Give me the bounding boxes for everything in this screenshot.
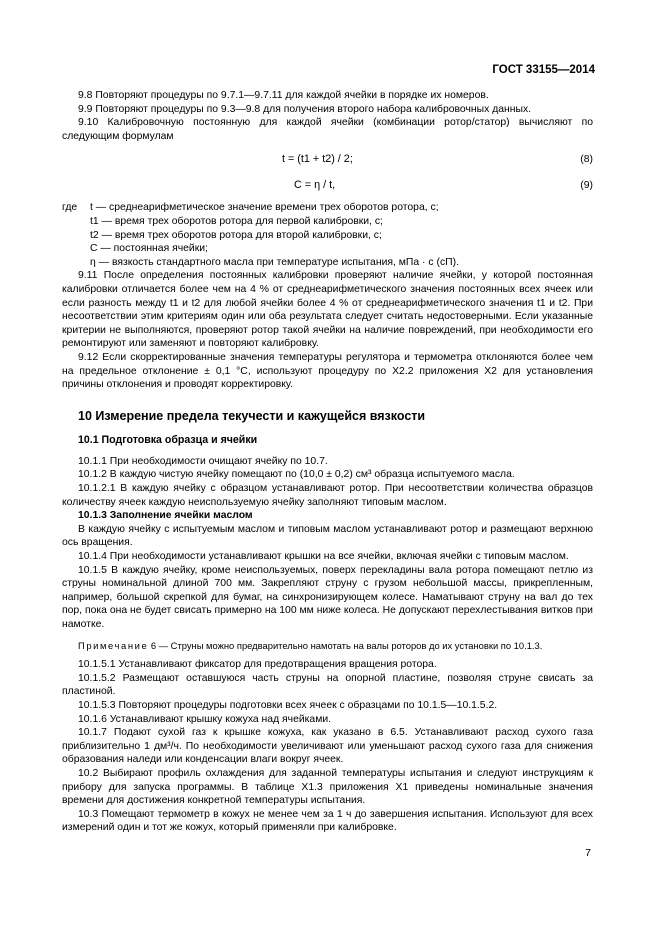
page-content [62, 89, 593, 835]
formula-8-number: (8) [580, 154, 593, 166]
paragraph-9-9: 9.9 Повторяют процедуры по 9.3—9.8 для получения второго набора калибровочных данных. [78, 103, 532, 115]
formula-8 [62, 149, 593, 171]
note-6 [62, 639, 593, 653]
paragraph-9-11: 9.11 После определения постоянных калибровки проверяют наличие ячейки, у которой постоянная калибровки отличается более чем на 4 % от среднеарифметического значения постоянных всех ячеек или если разность между t1 и t2 для любой ячейки более 4 % от среднеарифметического значения t1 и t2. При несоответствии этим критериям один или оба результата следует считать недостоверными. Если указанные критерии не выполняются, проверяют ротор такой ячейки на наличие повреждений, при необходимости его ремонтируют или заменяют и повторяют калибровку. [62, 270, 593, 350]
legend-lead: где [62, 202, 78, 214]
paragraph-9-12: 9.12 Если скорректированные значения температуры регулятора и термометра отклоняются более чем на предельное отклонение ± 0,1 °С, используют процедуру по Х2.2 приложения Х2 для установления причины отклонения и проводят корректировку. [62, 351, 593, 391]
paragraph-9-8: 9.8 Повторяют процедуры по 9.7.1—9.7.11 для каждой ячейки в порядке их номеров. [78, 90, 489, 101]
note-text: 6 — Струны можно предварительно намотать на валы роторов до их установки по 10.1.3. [148, 639, 543, 651]
legend-t1: t1 — время трех оборотов ротора для первой калибровки, с; [90, 215, 383, 227]
paragraph-10-3: 10.3 Помещают термометр в кожух не менее чем за 1 ч до завершения испытания. Используют для всех измерений один и тот же кожух, который применяли при калибровке. [62, 808, 593, 834]
paragraph-10-1-1: 10.1.1 При необходимости очищают ячейку по 10.7. [78, 455, 328, 467]
legend-c: C — постоянная ячейки; [90, 243, 208, 255]
paragraph-10-1-3: В каждую ячейку с испытуемым маслом и типовым маслом устанавливают ротор и размещают верхнюю ось вращения. [62, 523, 593, 549]
legend-eta: η — вязкость стандартного масла при температуре испытания, мПа · с (сП). [90, 256, 459, 268]
formula-9-number: (9) [580, 180, 593, 192]
formula-9 [62, 175, 593, 197]
section-10-1-title: 10.1 Подготовка образца и ячейки [78, 434, 258, 447]
paragraph-10-2: 10.2 Выбирают профиль охлаждения для заданной температуры испытания и следуют инструкциям к прибору для запуска программы. В таблице Х1.3 приложения Х1 приведены номинальные значения времени для достижения конкретной температуры испытания. [62, 767, 593, 807]
formula-9-expression: C = η / t, [294, 179, 336, 192]
paragraph-10-1-2: 10.1.2 В каждую чистую ячейку помещают по (10,0 ± 0,2) см³ образца испытуемого масла. [78, 469, 515, 481]
legend-row-t [62, 201, 593, 215]
paragraph-10-1-5: 10.1.5 В каждую ячейку, кроме неиспользуемых, поверх перекладины вала ротора помещают петлю из струны номинальной длиной 700 мм. Закрепляют струну с грузом небольшой массы, прикрепленным, например, большой скрепкой для бумаг, на синхронизирующем колесе. Наматывают струну на вал до тех пор, пока она не будет свисать примерно на 100 мм ниже колеса. Не допускают перехлестывания витков при намотке. [62, 564, 593, 630]
paragraph-10-1-7: 10.1.7 Подают сухой газ к крышке кожуха, как указано в 6.5. Устанавливают расход сухого газа приблизительно 1 дм³/ч. По необходимости увеличивают или уменьшают расход сухого газа для снижения образования наледи или конденсации влаги вокруг ячеек. [62, 727, 593, 766]
page-number: 7 [585, 847, 591, 859]
paragraph-10-1-5-3: 10.1.5.3 Повторяют процедуры подготовки всех ячеек с образцами по 10.1.5—10.1.5.2. [78, 699, 498, 711]
paragraph-10-1-6: 10.1.6 Устанавливают крышку кожуха над ячейками. [78, 713, 332, 725]
paragraph-10-1-5-1: 10.1.5.1 Устанавливают фиксатор для предотвращения вращения ротора. [78, 659, 437, 671]
paragraph-10-1-2-1: 10.1.2.1 В каждую ячейку с образцом устанавливают ротор. При несоответствии количества образцов количеству ячеек каждую неиспользуемую ячейку заполняют типовым маслом. [62, 483, 593, 508]
legend-t: t — среднеарифметическое значение времени трех оборотов ротора, с; [90, 202, 439, 214]
document-code-header: ГОСТ 33155—2014 [492, 64, 595, 76]
paragraph-10-1-4: 10.1.4 При необходимости устанавливают крышки на все ячейки, включая ячейки с типовым маслом. [78, 551, 569, 563]
formula-8-expression: t = (t1 + t2) / 2; [282, 153, 353, 166]
section-10-title: 10 Измерение предела текучести и кажущейся вязкости [78, 408, 426, 423]
paragraph-9-10: 9.10 Калибровочную постоянную для каждой ячейки (комбинации ротор/статор) вычисляют по следующим формулам [62, 117, 593, 142]
legend-t2: t2 — время трех оборотов ротора для второй калибровки, с; [90, 229, 382, 241]
formula-legend [62, 201, 593, 269]
subsection-10-1-3-title: 10.1.3 Заполнение ячейки маслом [78, 510, 253, 522]
paragraph-10-1-5-2: 10.1.5.2 Размещают оставшуюся часть струны на опорной пластине, позволяя струне свисать за пластиной. [62, 672, 593, 698]
note-label: Примечание [78, 639, 149, 651]
